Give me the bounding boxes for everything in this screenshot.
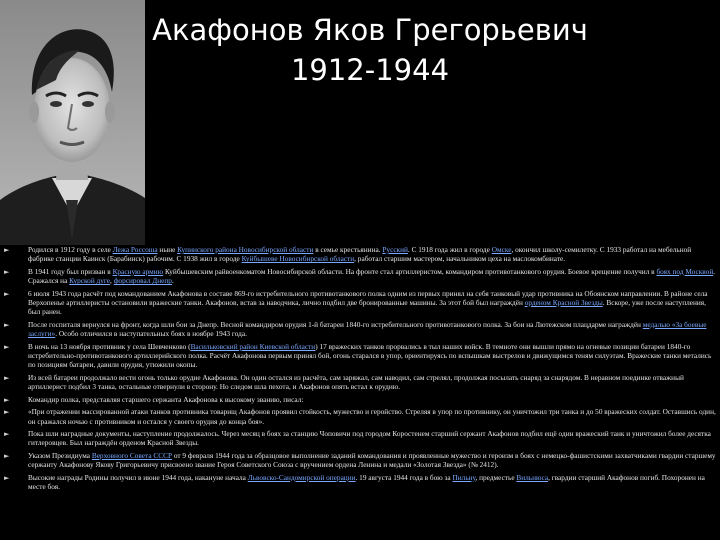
paragraph-text: Куйбышевским райвоенкоматом Новосибирской области. На фронте стал артиллеристом, командиром противотанкового орудия. Боевое крещение получил в (163, 266, 657, 276)
paragraph-text: , окончил школу-семилетку. С 1933 работал на мебельной фабрике станции Каинск (Барабинск) рабочим. С 1938 жил в городе (28, 245, 692, 264)
paragraph-text: Из всей батареи продолжало вести огонь только орудие Акафонова. Он один остался из расчёта, сам заряжал, сам наводил, сам стрелял, продолжая посылать снаряд за снарядом. В неравном поединке отважный артиллерист подбил 3 танка, остальные отвернули в сторону. Но следом шла пехота, и Акафонов опять встал к орудию. (28, 372, 684, 392)
bio-paragraph (4, 289, 716, 317)
triangle-right-icon: ► (4, 408, 10, 417)
wiki-link[interactable]: Васильковский район Киевской области (190, 341, 316, 351)
paragraph-text: Указом Президиума (28, 450, 92, 460)
triangle-right-icon: ► (4, 429, 10, 438)
triangle-right-icon: ► (4, 246, 10, 254)
paragraph-text: Пока шли наградные документы, наступление продолжалось. Через месяц в боях за станцию Чоповичи под городом Коростенем старший сержант Акафонов подбил ещё один вражеский танк и уничтожил более десятка гитлеровцев. Был награждён орденом Красной Звезды. (28, 428, 711, 448)
bio-paragraph (4, 407, 716, 426)
paragraph-text: «При отражении массированной атаки танков противника товарищ Акафонов проявил стойкость, мужество и геройство. Стреляя в упор по противнику, он уничтожил три танка и до 50 вражеских солдат. Оставшись один, он сражался ночью с противником и остался у своего орудия до конца боя». (28, 407, 716, 426)
triangle-right-icon: ► (4, 267, 10, 276)
paragraph-text: . 19 августа 1944 года в бою за (355, 472, 453, 482)
paragraph-text: , предместье (475, 472, 517, 482)
paragraph-text: от 9 февраля 1944 года за образцовое выполнение заданий командования и проявленные мужество и героизм в боях с немецко-фашистскими захватчиками гвардии старшему сержанту Акафонову Якову Григорьевичу присвоено звание Героя Советского Союза с вручением ордена Ленина и медали «Золотая Звезда» (№ 2412). (28, 450, 716, 470)
person-name: Акафонов Яков Грегорьевич (152, 13, 588, 47)
paragraph-text: Командир полка, представляя старшего сержанта Акафонова к высокому званию, писал: (28, 394, 304, 404)
paragraph-text: . Особо отличился в наступательных боях в ноябре 1943 года. (55, 329, 247, 339)
wiki-link[interactable]: Лежа Россоша (112, 245, 158, 254)
triangle-right-icon: ► (4, 373, 10, 382)
bio-paragraph (4, 373, 716, 392)
portrait-photo (0, 0, 145, 245)
life-years: 1912-1944 (290, 53, 450, 87)
paragraph-text: . Сражался на (28, 266, 716, 286)
paragraph-text: ныне (157, 245, 178, 254)
wiki-link[interactable]: боях под Москвой (656, 266, 714, 276)
wiki-link[interactable]: Красную армию (112, 266, 164, 276)
bio-paragraph (4, 429, 716, 448)
triangle-right-icon: ► (4, 473, 10, 482)
bio-paragraph (4, 267, 716, 286)
paragraph-text: Высокие награды Родины получил в июне 1944 года, накануне начала (28, 472, 248, 482)
wiki-link[interactable]: Вильнюса (516, 472, 549, 482)
paragraph-text: . С 1918 года жил в городе (407, 245, 492, 254)
wiki-link[interactable]: медалью «За боевые заслуги» (28, 319, 707, 339)
bio-paragraph (4, 451, 716, 470)
triangle-right-icon: ► (4, 395, 10, 404)
paragraph-text: . (171, 276, 174, 286)
bio-paragraph (4, 320, 716, 339)
triangle-right-icon: ► (4, 289, 10, 298)
wiki-link[interactable]: Купинского района Новосибирской области (177, 245, 314, 254)
paragraph-text: После госпиталя вернулся на фронт, когда шли бои за Днепр. Весной командиром орудия 1-й батареи 1840-го истребительного противотанкового полка. За бои на Лютежском плацдарме награждён (28, 319, 643, 329)
wiki-link[interactable]: Куйбышеве Новосибирской области (241, 254, 355, 264)
triangle-right-icon: ► (4, 451, 10, 460)
paragraph-text: в семье крестьянина. (313, 245, 383, 254)
wiki-link[interactable]: Верховного Совета СССР (91, 450, 173, 460)
bio-paragraph (4, 342, 716, 370)
wiki-link[interactable]: форсировал Днепр (113, 276, 172, 286)
paragraph-text: , (110, 276, 114, 286)
wiki-link[interactable]: орденом Красной Звезды (524, 298, 603, 308)
paragraph-text: Родился в 1912 году в селе (28, 245, 113, 254)
paragraph-text: 6 июля 1943 года расчёт под командованием Акафонова в составе 869-го истребительного противотанкового полка одним из первых принял на себя танковый удар противника на Обоянском направлении. В районе села Верхопенье артиллеристы остановили вражеские танки. Акафонов, встав за наводчика, лично подбил две бронированные машины. За этот бой был награждён (28, 288, 708, 308)
slide-title (150, 10, 590, 90)
bio-paragraph (4, 245, 716, 264)
wiki-link[interactable]: Львовско-Сандомирской операции (247, 472, 356, 482)
bio-paragraph (4, 473, 716, 492)
wiki-link[interactable]: Пильну (452, 472, 476, 482)
biography-list (4, 245, 716, 494)
wiki-link[interactable]: Курской дуге (69, 276, 111, 286)
bio-paragraph (4, 395, 716, 404)
triangle-right-icon: ► (4, 320, 10, 329)
paragraph-text: В ночь на 13 ноября противник у села Шевченково ( (28, 341, 191, 351)
wiki-link[interactable]: Омске (491, 245, 512, 254)
paragraph-text: В 1941 году был призван в (28, 266, 113, 276)
paragraph-text: , гвардии старший Акафонов погиб. Похоронен на месте боя. (28, 472, 705, 491)
wiki-link[interactable]: Русский (382, 245, 408, 254)
paragraph-text: ) 17 вражеских танков прорвались в тыл наших войск. В темноте они вышли прямо на огневые позиции батареи 1840-го истребительно-противотанкового артиллерийского полка. Расчёт Акафонова первым принял бой, огонь старался в упор, ориентируясь по вспышкам выстрелов и движущимся теням силуэтам. Вражеские танки метались по позициям батареи, давили орудия, утюжили окопы. (28, 341, 712, 370)
paragraph-text: , работал старшим мастером, начальником цеха на маслокомбинате. (354, 254, 566, 264)
paragraph-text: . Вскоре, уже после наступления, был ранен. (28, 298, 706, 317)
triangle-right-icon: ► (4, 342, 10, 351)
